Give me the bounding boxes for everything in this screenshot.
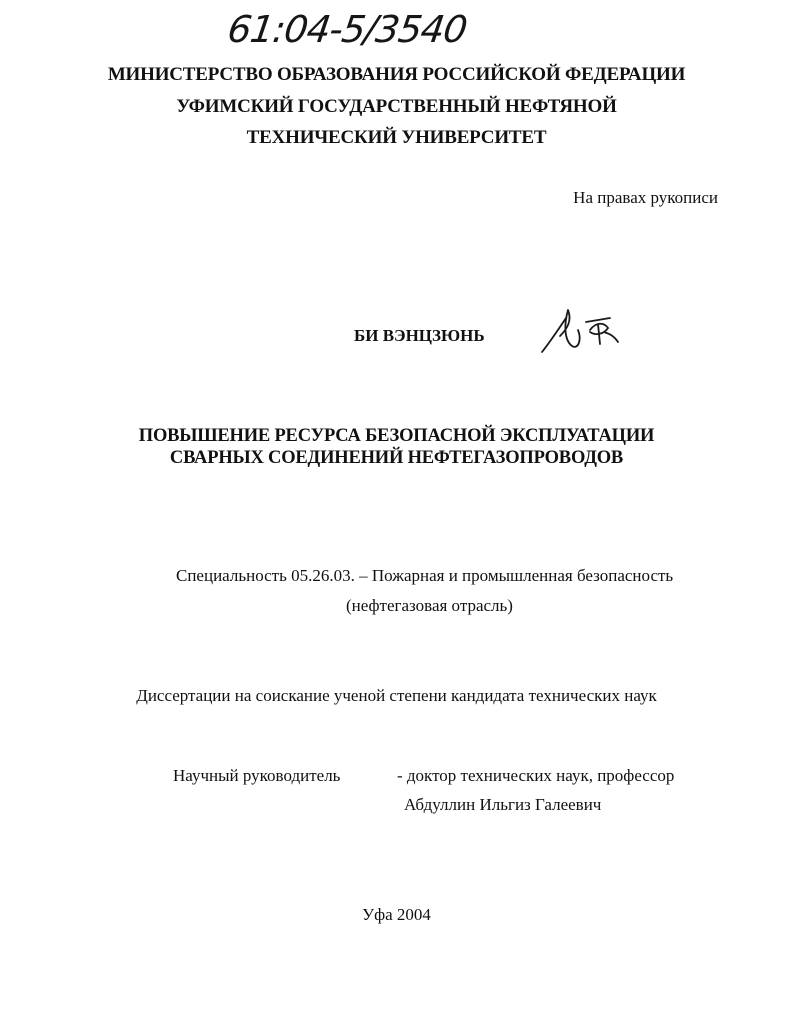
author-name: БИ ВЭНЦЗЮНЬ bbox=[354, 326, 485, 345]
supervisor-credentials: - доктор технических наук, профессор bbox=[397, 766, 675, 785]
city-year: Уфа 2004 bbox=[362, 905, 431, 924]
specialty-line-2: (нефтегазовая отрасль) bbox=[346, 596, 513, 615]
catalog-number: 61:04-5/3540 bbox=[224, 8, 470, 51]
supervisor-name: Абдуллин Ильгиз Галеевич bbox=[404, 795, 602, 814]
rights-note: На правах рукописи bbox=[573, 188, 718, 207]
university-line-1: УФИМСКИЙ ГОСУДАРСТВЕННЫЙ НЕФТЯНОЙ bbox=[176, 96, 617, 117]
supervisor-label: Научный руководитель bbox=[173, 766, 341, 785]
degree-statement: Диссертации на соискание ученой степени кандидата технических наук bbox=[136, 686, 657, 705]
specialty-line-1: Специальность 05.26.03. – Пожарная и промышленная безопасность bbox=[176, 566, 674, 585]
signature-icon bbox=[538, 300, 628, 360]
ministry-line: МИНИСТЕРСТВО ОБРАЗОВАНИЯ РОССИЙСКОЙ ФЕДЕРАЦИИ bbox=[107, 64, 686, 85]
thesis-title-line-2: СВАРНЫХ СОЕДИНЕНИЙ НЕФТЕГАЗОПРОВОДОВ bbox=[169, 448, 624, 468]
thesis-title-line-1: ПОВЫШЕНИЕ РЕСУРСА БЕЗОПАСНОЙ ЭКСПЛУАТАЦИИ bbox=[138, 426, 655, 446]
university-line-2: ТЕХНИЧЕСКИЙ УНИВЕРСИТЕТ bbox=[246, 127, 547, 148]
